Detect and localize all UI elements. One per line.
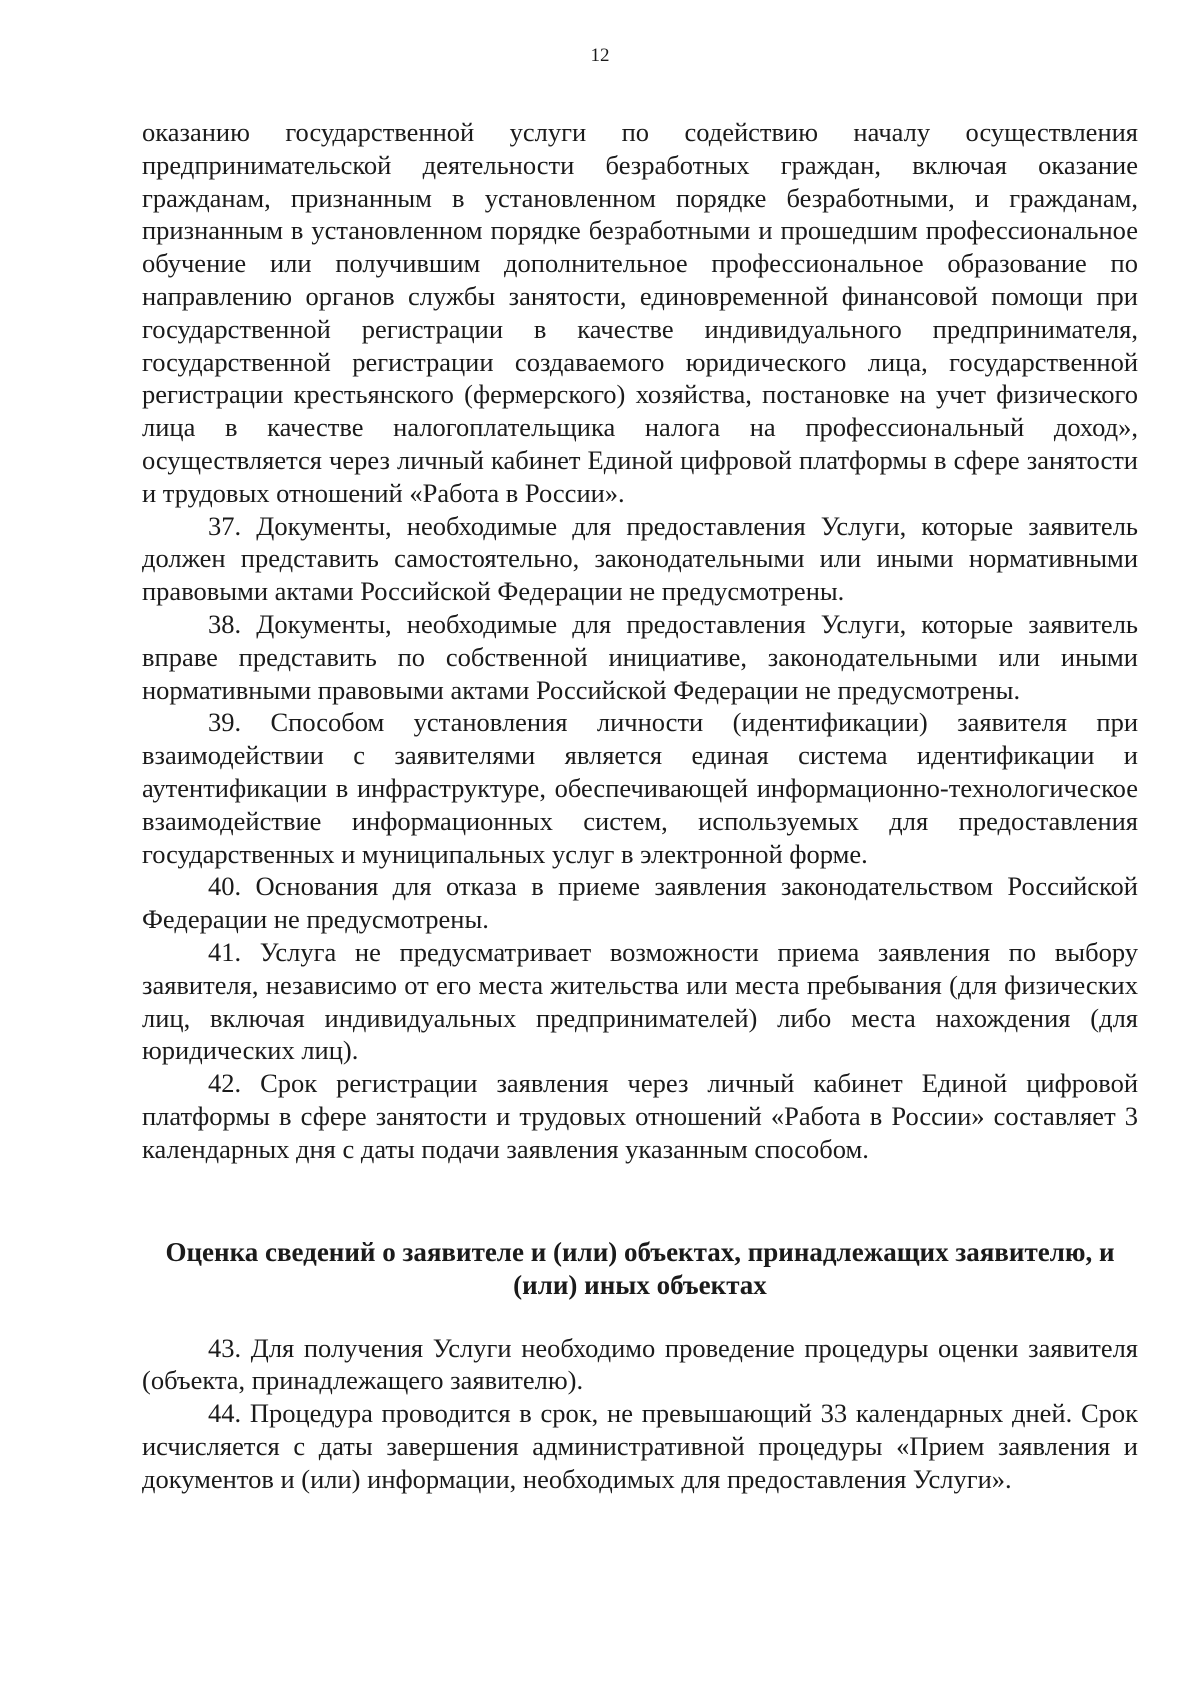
paragraph-42: 42. Срок регистрации заявления через личный кабинет Единой цифровой платформы в сфере занятости и трудовых отношений «Работа в России» составляет 3 календарных дня с даты подачи заявления указанным способом. bbox=[142, 1068, 1138, 1164]
paragraph-38: 38. Документы, необходимые для предоставления Услуги, которые заявитель вправе представить по собственной инициативе, законодательными или иными нормативными правовыми актами Российской Федерации не предусмотрены. bbox=[142, 608, 1138, 705]
paragraph-41: 41. Услуга не предусматривает возможности приема заявления по выбору заявителя, независимо от его места жительства или места пребывания (для физических лиц, включая индивидуальных предпринимателей) либо места нахождения (для юридических лиц). bbox=[142, 936, 1138, 1066]
paragraph-39: 39. Способом установления личности (идентификации) заявителя при взаимодействии с заявителями является единая система идентификации и аутентификации в инфраструктуре, обеспечивающей информационно-технологическое взаимодействие информационных систем, используемых для предоставления государственных и муниципальных услуг в электронной форме. bbox=[142, 707, 1138, 869]
paragraph-43: 43. Для получения Услуги необходимо проведение процедуры оценки заявителя (объекта, принадлежащего заявителю). bbox=[142, 1332, 1138, 1396]
section-heading-line-2: (или) иных объектах bbox=[513, 1269, 767, 1300]
paragraph-40: 40. Основания для отказа в приеме заявления законодательством Российской Федерации не предусмотрены. bbox=[142, 871, 1138, 935]
paragraph-37: 37. Документы, необходимые для предоставления Услуги, которые заявитель должен представить самостоятельно, законодательными или иными нормативными правовыми актами Российской Федерации не предусмотрены. bbox=[142, 510, 1138, 607]
intro-paragraph: оказанию государственной услуги по содействию началу осуществления предпринимательской деятельности безработных граждан, включая оказание гражданам, признанным в установленном порядке безработными, и гражданам, признанным в установленном порядке безработными и прошедшим профессиональное обучение или получившим дополнительное профессиональное образование по направлению органов службы занятости, единовременной финансовой помощи при государственной регистрации в качестве индивидуального предпринимателя, государственной регистрации создаваемого юридического лица, государственной регистрации крестьянского (фермерского) хозяйства, постановке на учет физического лица в качестве налогоплательщика налога на профессиональный доход», осуществляется через личный кабинет Единой цифровой платформы в сфере занятости и трудовых отношений «Работа в России». bbox=[142, 117, 1138, 508]
section-heading-line-1: Оценка сведений о заявителе и (или) объектах, принадлежащих заявителю, и bbox=[165, 1236, 1115, 1267]
document-body bbox=[142, 116, 1138, 1495]
page-number: 12 bbox=[590, 45, 610, 66]
section-heading bbox=[142, 1236, 1138, 1302]
paragraph-44: 44. Процедура проводится в срок, не превышающий 33 календарных дней. Срок исчисляется с даты завершения административной процедуры «Прием заявления и документов и (или) информации, необходимых для предоставления Услуги». bbox=[142, 1398, 1138, 1494]
